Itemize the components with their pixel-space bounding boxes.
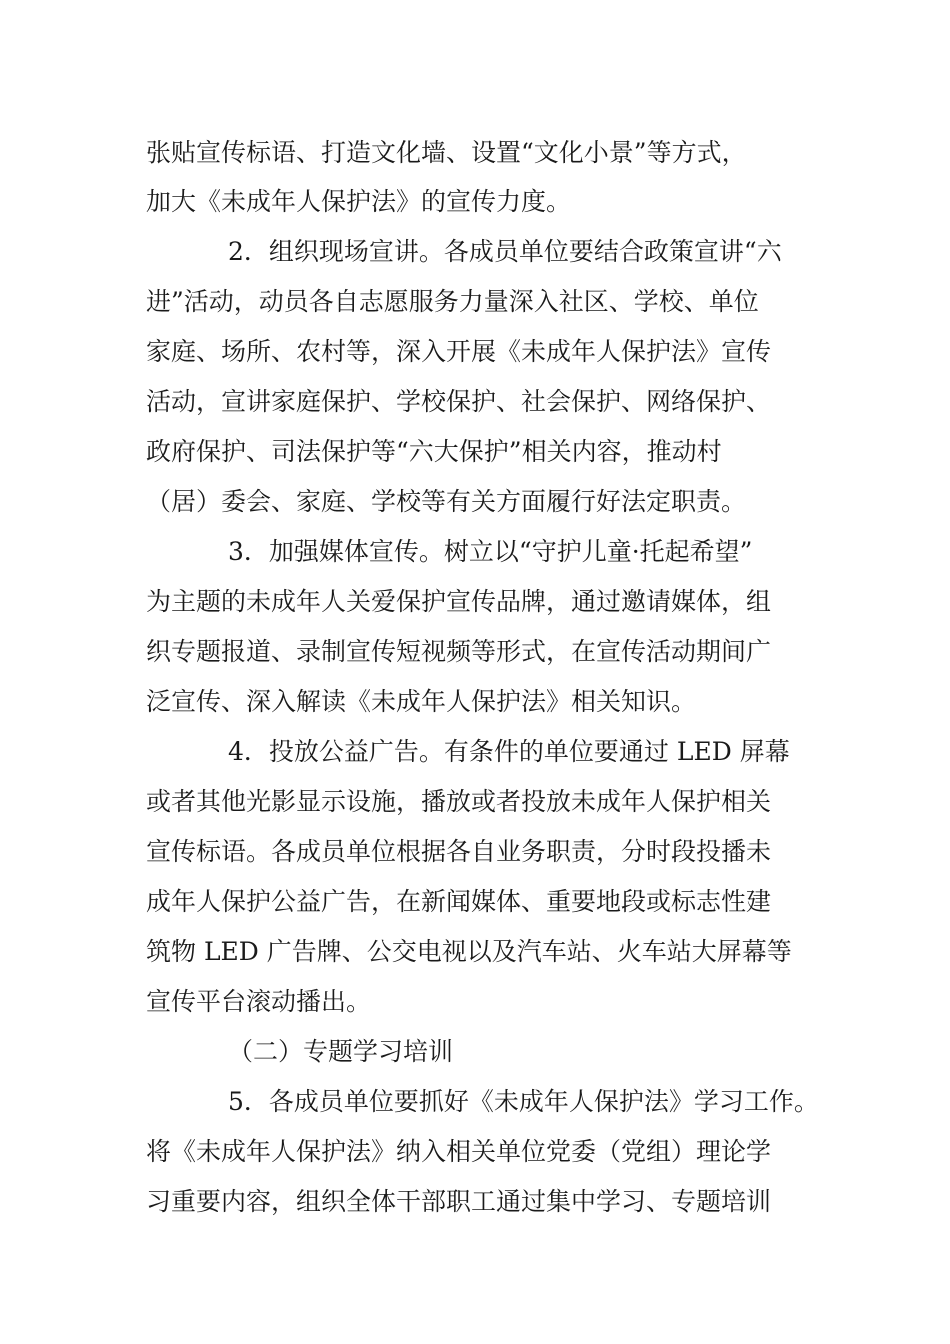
- text-line: 成年人保护公益广告，在新闻媒体、重要地段或标志性建: [146, 887, 772, 916]
- text-line: 5．各成员单位要抓好《未成年人保护法》学习工作。: [228, 1087, 819, 1116]
- text-line: 3．加强媒体宣传。树立以“守护儿童·托起希望”: [228, 537, 753, 566]
- text-line: 活动，宣讲家庭保护、学校保护、社会保护、网络保护、: [146, 387, 772, 416]
- text-line: 宣传标语。各成员单位根据各自业务职责，分时段投播未: [146, 837, 772, 866]
- text-line: 政府保护、司法保护等“六大保护”相关内容，推动村: [146, 437, 722, 466]
- section-heading: （二）专题学习培训: [228, 1037, 454, 1066]
- text-line: 织专题报道、录制宣传短视频等形式，在宣传活动期间广: [146, 637, 772, 666]
- text-line: （居）委会、家庭、学校等有关方面履行好法定职责。: [146, 487, 747, 516]
- text-line: 泛宣传、深入解读《未成年人保护法》相关知识。: [146, 687, 697, 716]
- text-line: 家庭、场所、农村等，深入开展《未成年人保护法》宣传: [146, 337, 772, 366]
- text-line: 将《未成年人保护法》纳入相关单位党委（党组）理论学: [146, 1137, 772, 1166]
- text-line: 宣传平台滚动播出。: [146, 987, 372, 1016]
- text-line: 进”活动，动员各自志愿服务力量深入社区、学校、单位: [146, 287, 759, 316]
- text-line: 2．组织现场宣讲。各成员单位要结合政策宣讲“六: [228, 237, 782, 266]
- text-line: 筑物 LED 广告牌、公交电视以及汽车站、火车站大屏幕等: [146, 937, 792, 966]
- text-line: 张贴宣传标语、打造文化墙、设置“文化小景”等方式，: [146, 138, 747, 167]
- text-line: 或者其他光影显示设施，播放或者投放未成年人保护相关: [146, 787, 772, 816]
- text-line: 4．投放公益广告。有条件的单位要通过 LED 屏幕: [228, 737, 790, 766]
- text-line: 为主题的未成年人关爱保护宣传品牌，通过邀请媒体，组: [146, 587, 772, 616]
- text-line: 加大《未成年人保护法》的宣传力度。: [146, 187, 572, 216]
- text-line: 习重要内容，组织全体干部职工通过集中学习、专题培训: [146, 1187, 772, 1216]
